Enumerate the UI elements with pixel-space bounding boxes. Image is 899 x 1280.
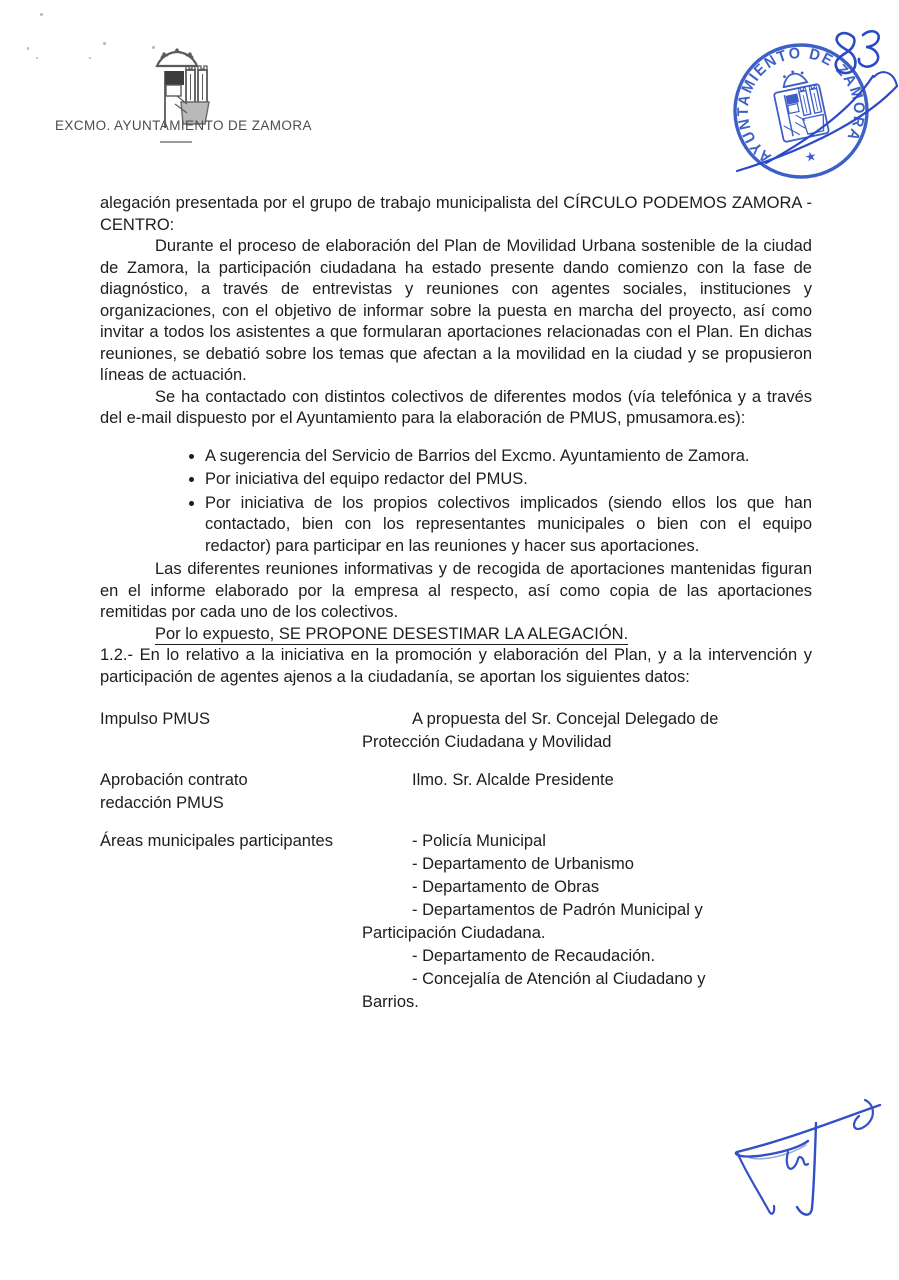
scan-speck [27,47,29,50]
scan-speck [40,13,43,16]
header-divider [160,141,192,143]
contact-modes-list [100,446,812,558]
table-row [100,830,812,1014]
list-item: - Departamento de Urbanismo [412,855,634,873]
contact-paragraph: Se ha contactado con distintos colectivos de diferentes modos (vía telefónica y a través del e-mail dispuesto por el Ayuntamiento para la elaboración de PMUS, pmusamora.es): [100,387,812,427]
list-item: • A sugerencia del Servicio de Barrios del Excmo. Ayuntamiento de Zamora. [205,446,812,468]
detail-value: A propuesta del Sr. Concejal Delegado de Protección Ciudadana y Movilidad [362,710,719,751]
list-item: - Departamentos de Padrón Municipal y Participación Ciudadana. [362,901,703,942]
details-table [100,708,812,1014]
list-item: • Por iniciativa de los propios colectivos implicados (siendo ellos los que han contactado, bien con los representantes municipales o bien con el equipo redactor) para participar en las reuniones y hacer sus aportaciones. [205,493,812,558]
table-row [100,769,812,815]
detail-label: Áreas municipales participantes [100,832,333,850]
list-item: - Departamento de Recaudación. [412,947,656,965]
list-item: - Policía Municipal [412,832,546,850]
scan-speck [36,57,38,59]
scan-speck [103,42,106,45]
table-row [100,708,812,754]
stamp-ring-text: AYUNTAMIENTO DE ZAMORA [734,44,868,166]
process-paragraph: Durante el proceso de elaboración del Plan de Movilidad Urbana sostenible de la ciudad de Zamora, la participación ciudadana ha estado presente dando comienzo con la fase de diagnóstico, a través de entrevistas y reuniones con agentes sociales, instituciones y organizaciones, con el objetivo de informar sobre la puesta en marcha del proyecto, así como invitar a todos los asistentes a que formularan aportaciones relacionadas con el Plan. En dichas reuniones, se debatió sobre los temas que afectan a la movilidad en la ciudad y se propusieron líneas de actuación. [100,237,812,384]
scan-speck [89,57,91,59]
section-1-2-paragraph: 1.2.- En lo relativo a la iniciativa en la promoción y elaboración del Plan, y a la intervención y participación de agentes ajenos a la ciudadanía, se aportan los siguientes datos: [100,646,812,686]
detail-label: Impulso PMUS [100,710,211,728]
meetings-paragraph: Las diferentes reuniones informativas y de recogida de aportaciones mantenidas figuran en el informe elaborado por la empresa al respecto, así como copia de las aportaciones remitidas por cada uno de los colectivos. [100,560,812,621]
list-item: • Por iniciativa del equipo redactor del PMUS. [205,469,812,491]
handwritten-number-and-flourish [700,20,899,190]
detail-value: Ilmo. Sr. Alcalde Presidente [412,771,614,789]
list-item: - Departamento de Obras [412,878,600,896]
list-item: - Concejalía de Atención al Ciudadano y Barrios. [362,970,706,1011]
handwritten-signature [690,1075,899,1280]
organization-name: EXCMO. AYUNTAMIENTO DE ZAMORA [55,118,312,133]
detail-value-list [362,830,716,1014]
intro-paragraph: alegación presentada por el grupo de trabajo municipalista del CÍRCULO PODEMOS ZAMORA - CENTRO: [100,194,812,234]
document-body [100,193,812,1014]
detail-label: Aprobación contrato redacción PMUS [100,771,248,812]
stamp-star-icon: ★ [803,147,818,166]
proposal-statement: Por lo expuesto, SE PROPONE DESESTIMAR LA ALEGACIÓN. [155,624,629,643]
